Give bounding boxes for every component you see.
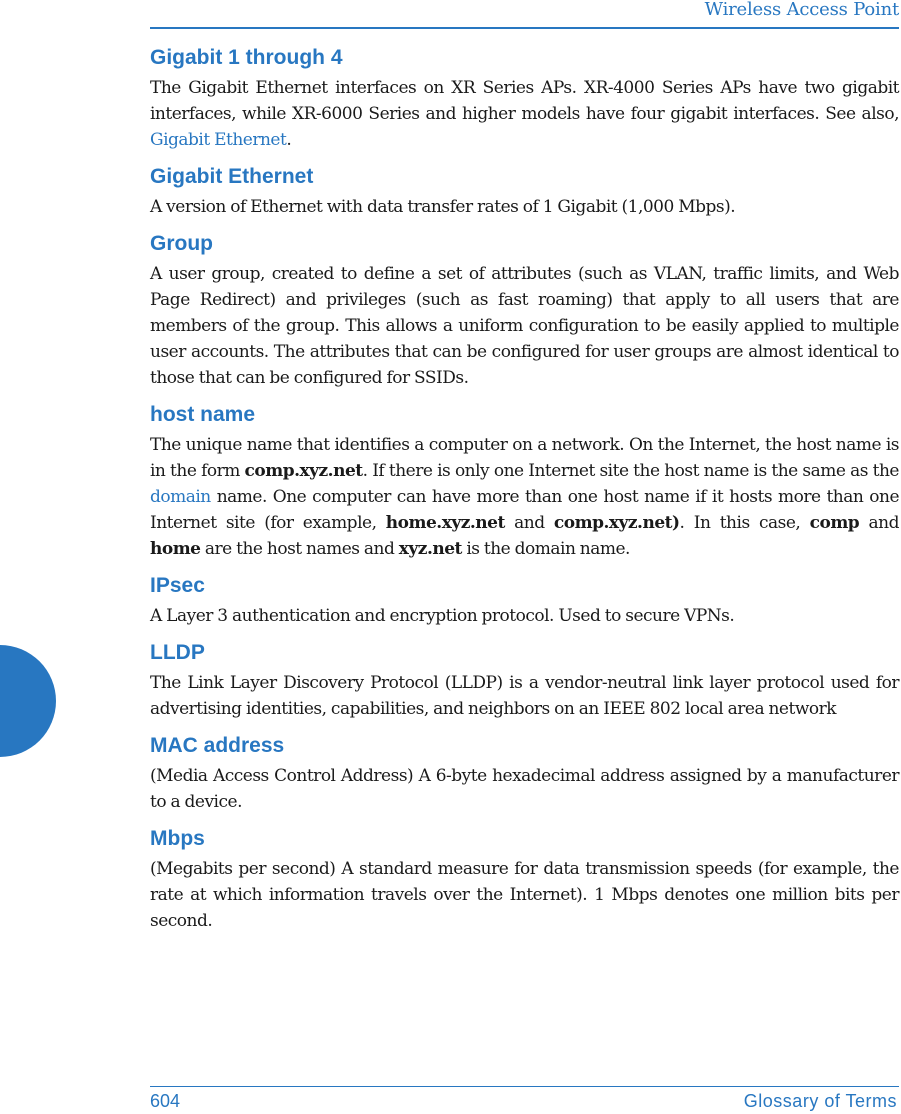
domain-link[interactable]: domain — [150, 487, 211, 507]
running-header-title: Wireless Access Point — [704, 0, 899, 20]
glossary-entry-gigabit-ethernet — [150, 164, 899, 220]
header-rule — [150, 27, 899, 29]
term-heading: IPsec — [150, 574, 205, 597]
term-definition: The unique name that identifies a computer on a network. On the Internet, the host name is in the form comp.xyz.net. If there is only one Internet site the host name is the same as the domain name. One computer can have more than one host name if it hosts more than one Internet site (for example, home.xyz.net and comp.xyz.net). In this case, comp and home are the host names and xyz.net is the domain name. — [150, 435, 899, 559]
glossary-entry-mac-address — [150, 733, 899, 815]
term-heading: MAC address — [150, 734, 285, 757]
footer-section-title: Glossary of Terms — [743, 1091, 897, 1111]
term-definition: (Media Access Control Address) A 6-byte hexadecimal address assigned by a manufacturer to a device. — [150, 766, 899, 812]
term-heading: Gigabit 1 through 4 — [150, 46, 343, 69]
glossary-entry-lldp — [150, 640, 899, 722]
term-definition: (Megabits per second) A standard measure for data transmission speeds (for example, the rate at which information travels over the Internet). 1 Mbps denotes one million bits per second. — [150, 859, 899, 931]
term-heading: Mbps — [150, 827, 205, 850]
term-definition: A user group, created to define a set of attributes (such as VLAN, traffic limits, and Web Page Redirect) and privileges (such as fast roaming) that apply to all users that are members of the group. This allows a uniform configuration to be easily applied to multiple user accounts. The attributes that can be configured for user groups are almost identical to those that can be configured for SSIDs. — [150, 264, 899, 388]
gigabit-ethernet-link[interactable]: Gigabit Ethernet — [150, 130, 287, 150]
glossary-entry-ipsec — [150, 573, 899, 629]
glossary-content — [150, 45, 899, 934]
glossary-entry-mbps — [150, 826, 899, 934]
glossary-entry-gigabit-1-through-4 — [150, 45, 899, 153]
term-heading: Gigabit Ethernet — [150, 165, 314, 188]
term-definition: The Gigabit Ethernet interfaces on XR Series APs. XR-4000 Series APs have two gigabit interfaces, while XR-6000 Series and higher models have four gigabit interfaces. See also, Gigabit Ethernet. — [150, 78, 899, 150]
term-heading: host name — [150, 403, 256, 426]
footer-rule — [150, 1086, 899, 1087]
term-definition: A version of Ethernet with data transfer rates of 1 Gigabit (1,000 Mbps). — [150, 197, 736, 217]
page-number: 604 — [150, 1091, 181, 1111]
glossary-entry-host-name — [150, 402, 899, 562]
term-definition: A Layer 3 authentication and encryption protocol. Used to secure VPNs. — [150, 606, 735, 626]
term-heading: Group — [150, 232, 213, 255]
term-heading: LLDP — [150, 641, 205, 664]
term-definition: The Link Layer Discovery Protocol (LLDP) is a vendor-neutral link layer protocol used for advertising identities, capabilities, and neighbors on an IEEE 802 local area network — [150, 673, 899, 719]
chapter-tab-marker — [0, 645, 56, 757]
glossary-entry-group — [150, 231, 899, 391]
